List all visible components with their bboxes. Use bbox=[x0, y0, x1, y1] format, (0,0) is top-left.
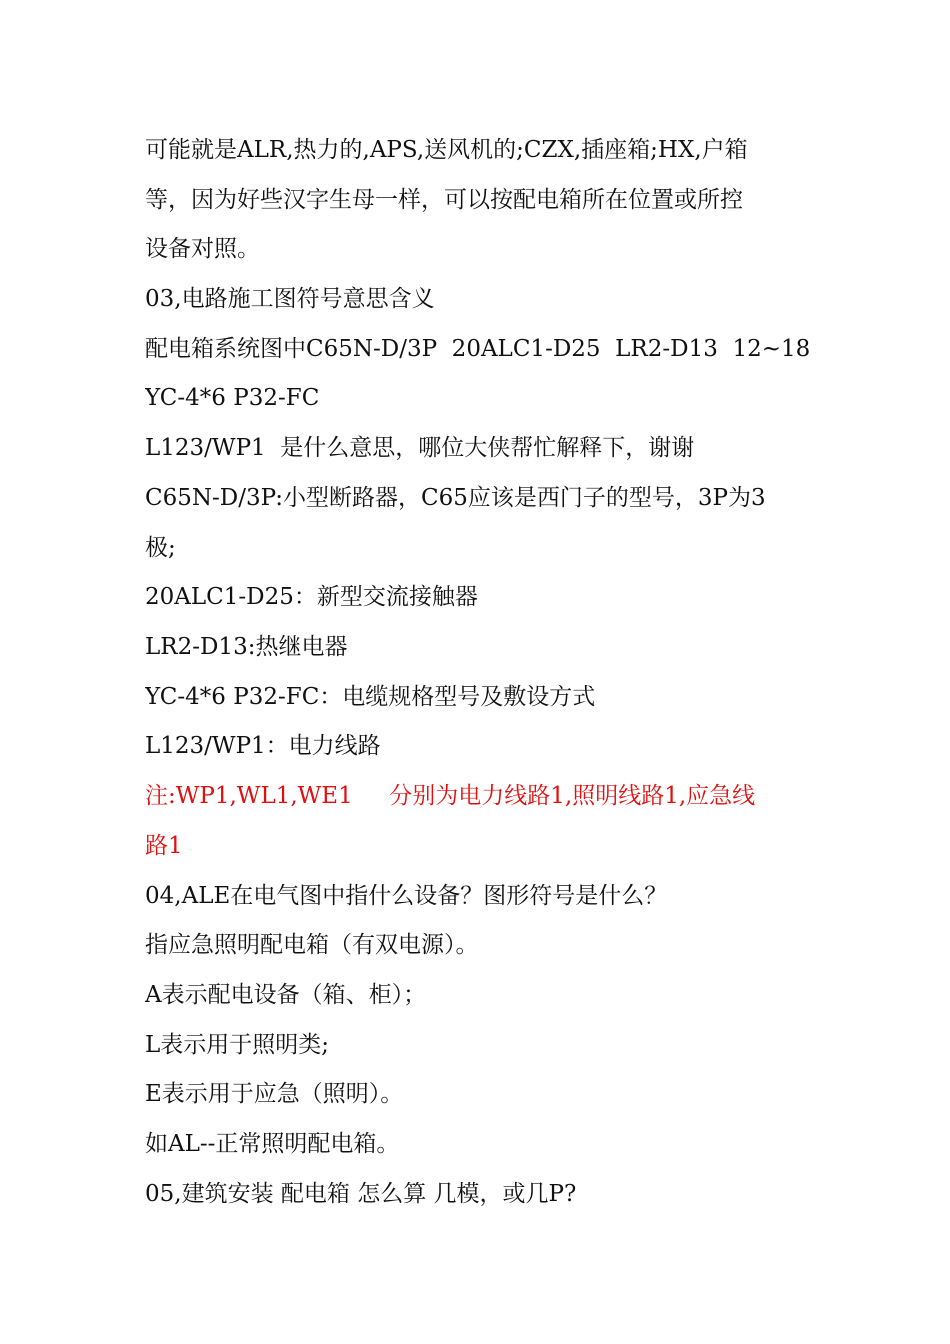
text-line: E表示用于应急（照明）。 bbox=[145, 1081, 404, 1107]
note-line: 路1 bbox=[145, 833, 183, 859]
text-line: 20ALC1-D25：新型交流接触器 bbox=[145, 584, 478, 610]
text-line: L123/WP1 是什么意思，哪位大侠帮忙解释下，谢谢 bbox=[145, 435, 695, 461]
section-heading: 04,ALE在电气图中指什么设备？图形符号是什么？ bbox=[145, 883, 668, 909]
text-line: 设备对照。 bbox=[145, 236, 260, 262]
text-line: C65N-D/3P:小型断路器，C65应该是西门子的型号，3P为3 bbox=[145, 485, 766, 511]
text-line: 等，因为好些汉字生母一样，可以按配电箱所在位置或所控 bbox=[145, 187, 743, 213]
text-line: LR2-D13:热继电器 bbox=[145, 634, 348, 660]
text-line: A表示配电设备（箱、柜）； bbox=[145, 982, 427, 1008]
text-line: 如AL--正常照明配电箱。 bbox=[145, 1131, 400, 1157]
note-line: 注:WP1,WL1,WE1 分别为电力线路1,照明线路1,应急线 bbox=[145, 783, 756, 809]
section-heading: 03,电路施工图符号意思含义 bbox=[145, 286, 435, 312]
text-line: 配电箱系统图中C65N-D/3P 20ALC1-D25 LR2-D13 12~18 bbox=[145, 336, 811, 362]
text-line: L123/WP1：电力线路 bbox=[145, 733, 381, 759]
text-line: YC-4*6 P32-FC：电缆规格型号及敷设方式 bbox=[145, 684, 596, 710]
text-line: 可能就是ALR,热力的,APS,送风机的;CZX,插座箱;HX,户箱 bbox=[145, 137, 748, 163]
text-line: L表示用于照明类; bbox=[145, 1032, 330, 1058]
text-line: 极; bbox=[145, 535, 176, 561]
text-line: YC-4*6 P32-FC bbox=[145, 385, 320, 411]
section-heading: 05,建筑安装 配电箱 怎么算 几模，或几P? bbox=[145, 1181, 577, 1207]
text-line: 指应急照明配电箱（有双电源）。 bbox=[145, 932, 479, 958]
